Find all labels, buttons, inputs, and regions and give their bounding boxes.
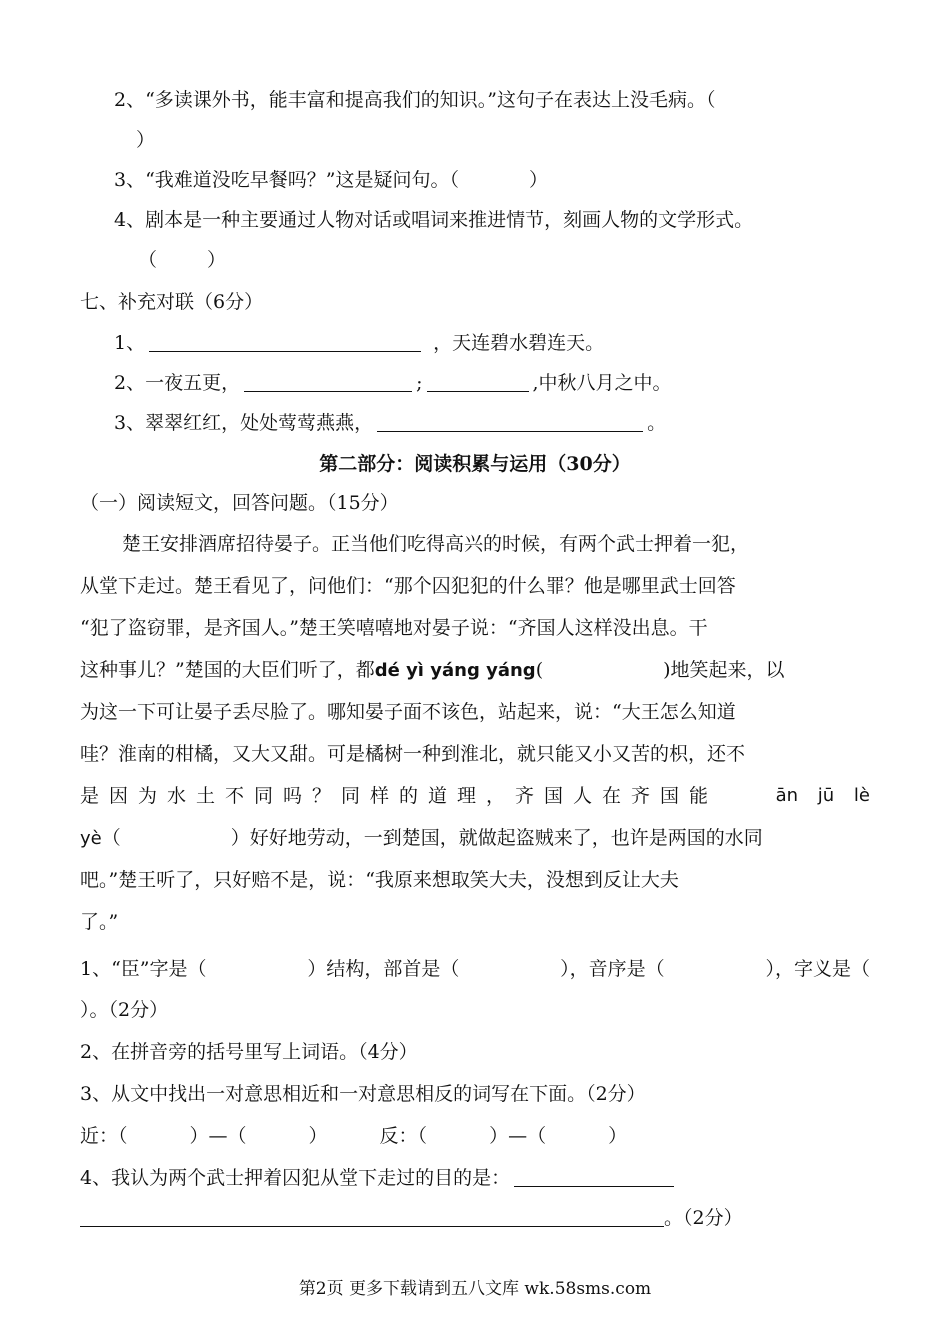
passage-line: 了。” xyxy=(80,911,119,933)
reading-question-1: 1、“臣”字是（ ）结构，部首是（ ），音序是（ ），字义是（ xyxy=(80,958,870,980)
reading-question-3-answers: 近：（ ）—（ ） 反：（ ）—（ ） xyxy=(80,1125,628,1147)
passage-line: 这种事儿？”楚国的大臣们听了，都dé yì yáng yáng( )地笑起来，以 xyxy=(80,659,785,681)
blank-line[interactable] xyxy=(244,371,412,392)
question-2: 2、“多读课外书，能丰富和提高我们的知识。”这句子在表达上没毛病。（ xyxy=(114,89,716,111)
couplet-3: 3、翠翠红红，处处莺莺燕燕， 。 xyxy=(114,412,667,434)
question-3: 3、“我难道没吃早餐吗？”这是疑问句。（ ） xyxy=(114,169,549,191)
pinyin-anju: ān jū lè xyxy=(775,785,870,806)
question-4: 4、剧本是一种主要通过人物对话或唱词来推进情节，刻画人物的文学形式。 xyxy=(114,209,754,231)
blank-line[interactable] xyxy=(377,411,643,432)
reading-question-2: 2、在拼音旁的括号里写上词语。（4分） xyxy=(80,1041,418,1063)
reading-question-1-end: ）。（2分） xyxy=(80,999,169,1021)
passage-line: 哇？淮南的柑橘，又大又甜。可是橘树一种到淮北，就只能又小又苦的枳，还不 xyxy=(80,743,746,765)
passage-line: 从堂下走过。楚王看见了，问他们：“那个囚犯犯的什么罪？他是哪里武士回答 xyxy=(80,575,736,597)
reading-question-3: 3、从文中找出一对意思相近和一对意思相反的词写在下面。（2分） xyxy=(80,1083,646,1105)
passage-line: “犯了盗窃罪，是齐国人。”楚王笑嘻嘻地对晏子说：“齐国人这样没出息。干 xyxy=(80,617,708,639)
question-2-close: ） xyxy=(136,129,156,151)
passage-line: yè（ ）好好地劳动，一到楚国，就做起盗贼来了，也许是两国的水同 xyxy=(80,827,763,849)
passage-line: 吧。”楚王听了，只好赔不是，说：“我原来想取笑大夫，没想到反让大夫 xyxy=(80,869,679,891)
blank-line[interactable] xyxy=(149,331,421,352)
passage-line: 楚王安排酒席招待晏子。正当他们吃得高兴的时候，有两个武士押着一犯， xyxy=(122,533,750,555)
part-two-title: 第二部分：阅读积累与运用（30分） xyxy=(319,453,631,475)
couplet-1: 1、 ，天连碧水碧连天。 xyxy=(114,332,605,354)
question-4-brackets: （ ） xyxy=(138,249,227,271)
couplet-2: 2、一夜五更， ; ,中秋八月之中。 xyxy=(114,372,672,394)
reading-heading: （一）阅读短文，回答问题。（15分） xyxy=(80,492,399,514)
page-footer: 第2页 更多下载请到五八文库 wk.58sms.com xyxy=(298,1279,652,1299)
blank-line[interactable] xyxy=(514,1166,674,1187)
blank-line[interactable] xyxy=(80,1206,664,1227)
reading-question-4: 4、我认为两个武士押着囚犯从堂下走过的目的是： xyxy=(80,1164,678,1192)
section-heading-couplets: 七、补充对联（6分） xyxy=(80,291,264,313)
reading-question-4-line: 。（2分） xyxy=(80,1204,743,1232)
passage-line: 为这一下可让晏子丢尽脸了。哪知晏子面不该色，站起来，说：“大王怎么知道 xyxy=(80,701,736,723)
pinyin-anju-end: yè xyxy=(80,828,102,849)
blank-line[interactable] xyxy=(427,371,529,392)
pinyin-deyi: dé yì yáng yáng xyxy=(374,660,536,681)
passage-line: 是因为水土不同吗？同样的道理，齐国人在齐国能 ān jū lè xyxy=(80,782,870,810)
